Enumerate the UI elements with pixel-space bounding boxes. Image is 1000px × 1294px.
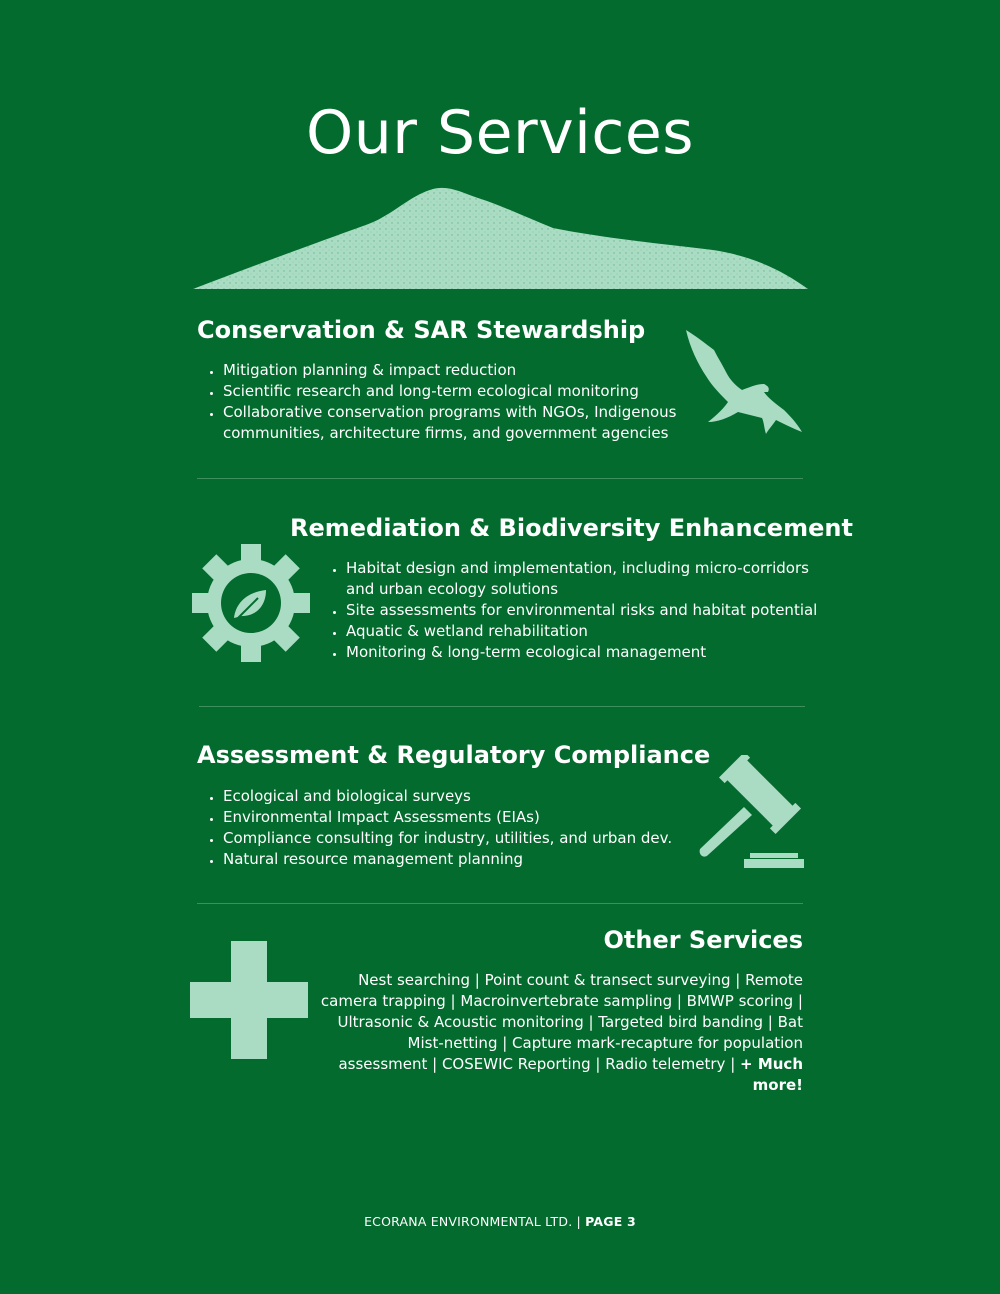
page-title: Our Services [305,98,694,168]
assessment-list [197,786,703,870]
list-item: • Mitigation planning & impact reduction [223,360,703,381]
gear-leaf-icon [192,544,310,662]
list-item: • Environmental Impact Assessments (EIAs) [223,807,703,828]
divider [197,903,803,904]
footer-company: ECORANA ENVIRONMENTAL LTD. | [364,1214,581,1229]
list-item: • Compliance consulting for industry, utilities, and urban dev. [223,828,703,849]
section-title-conservation: Conservation & SAR Stewardship [197,316,646,344]
list-item: • Ecological and biological surveys [223,786,703,807]
list-item: • Monitoring & long-term ecological management [346,642,836,663]
gavel-icon [694,755,806,870]
remediation-list [320,558,836,663]
conservation-list [197,360,703,444]
much-more-label: + Much more! [740,1055,803,1094]
list-item: • Site assessments for environmental risks and habitat potential [346,600,836,621]
plus-icon [190,941,308,1059]
list-item: • Natural resource management planning [223,849,703,870]
list-item: • Scientific research and long-term ecological monitoring [223,381,703,402]
page-number: PAGE 3 [585,1214,636,1229]
list-item: • Habitat design and implementation, including micro-corridors and urban ecology solutions [346,558,836,600]
divider [197,478,803,479]
footer [0,1214,1000,1229]
other-services-list: Nest searching | Point count & transect surveying | Remote camera trapping | Macroinvertebrate sampling | BMWP scoring | Ultrasonic & Acoustic monitoring | Targeted bird banding | Bat Mist-netting | Capture mark-recapture for population assessment | COSEWIC Reporting | Radio telemetry | [320,971,803,1073]
section-title-other: Other Services [603,926,803,954]
eagle-icon [684,328,804,436]
list-item: • Aquatic & wetland rehabilitation [346,621,836,642]
section-title-remediation: Remediation & Biodiversity Enhancement [290,514,853,542]
divider [199,706,805,707]
list-item: • Collaborative conservation programs with NGOs, Indigenous communities, architecture firms, and government agencies [223,402,703,444]
section-title-assessment: Assessment & Regulatory Compliance [197,741,711,769]
other-services-text [318,970,803,1096]
mountain-icon [193,186,808,290]
